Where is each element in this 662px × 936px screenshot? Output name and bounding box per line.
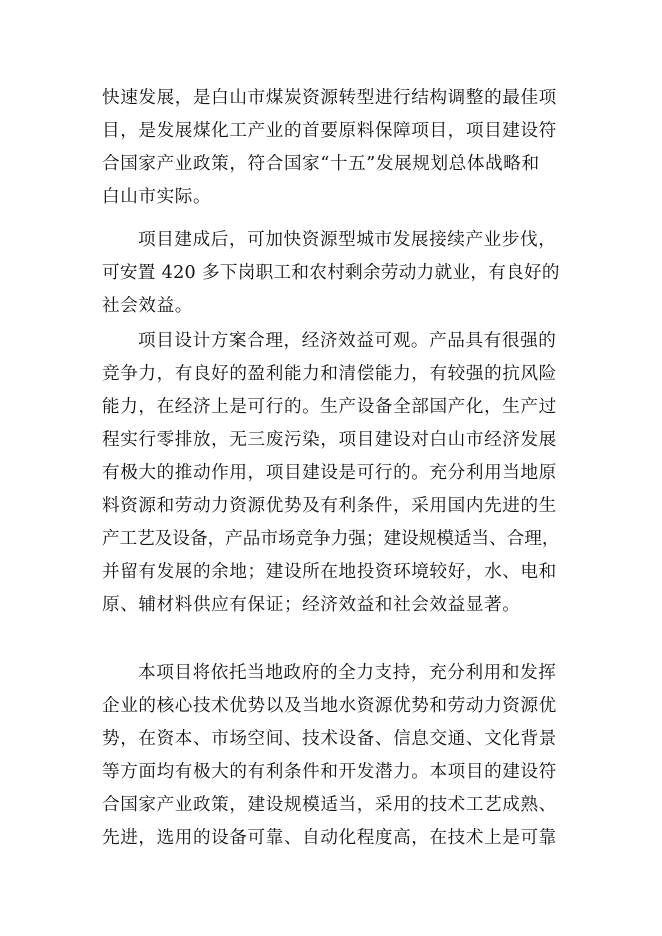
text-line: 白山市实际。 <box>102 187 212 207</box>
text-line: 快速发展，是白山市煤炭资源转型进行结构调整的最佳项 <box>102 88 557 108</box>
text-line: 先进，选用的设备可靠、自动化程度高，在技术上是可靠 <box>102 828 557 848</box>
text-line: 可安置 420 多下岗职工和农村剩余劳动力就业，有良好的 <box>102 263 560 283</box>
text-line: 原、辅材料供应有保证；经济效益和社会效益显著。 <box>102 595 521 615</box>
text-line: 等方面均有极大的有利条件和开发潜力。本项目的建设符 <box>102 762 557 782</box>
text-line: 项目建成后，可加快资源型城市发展接续产业步伐， <box>138 230 557 250</box>
text-line: 目，是发展煤化工产业的首要原料保障项目，项目建设符 <box>102 121 557 141</box>
text-line: 料资源和劳动力资源优势及有利条件，采用国内先进的生 <box>102 496 557 516</box>
text-line: 合国家产业政策，建设规模适当，采用的技术工艺成熟、 <box>102 795 557 815</box>
text-line: 并留有发展的余地；建设所在地投资环境较好，水、电和 <box>102 562 557 582</box>
text-line: 社会效益。 <box>102 296 193 316</box>
text-line: 合国家产业政策，符合国家“十五”发展规划总体战略和 <box>102 154 540 174</box>
text-line: 产工艺及设备，产品市场竞争力强；建设规模适当、合理， <box>102 529 560 549</box>
text-line: 竞争力，有良好的盈利能力和清偿能力，有较强的抗风险 <box>102 364 557 384</box>
text-line: 项目设计方案合理，经济效益可观。产品具有很强的 <box>138 331 557 351</box>
text-line: 本项目将依托当地政府的全力支持，充分利用和发挥 <box>138 663 557 683</box>
text-line: 能力，在经济上是可行的。生产设备全部国产化，生产过 <box>102 397 557 417</box>
text-line: 程实行零排放，无三废污染，项目建设对白山市经济发展 <box>102 430 557 450</box>
text-line: 企业的核心技术优势以及当地水资源优势和劳动力资源优 <box>102 696 557 716</box>
text-line: 有极大的推动作用，项目建设是可行的。充分利用当地原 <box>102 463 557 483</box>
text-line: 势，在资本、市场空间、技术设备、信息交通、文化背景 <box>102 729 557 749</box>
